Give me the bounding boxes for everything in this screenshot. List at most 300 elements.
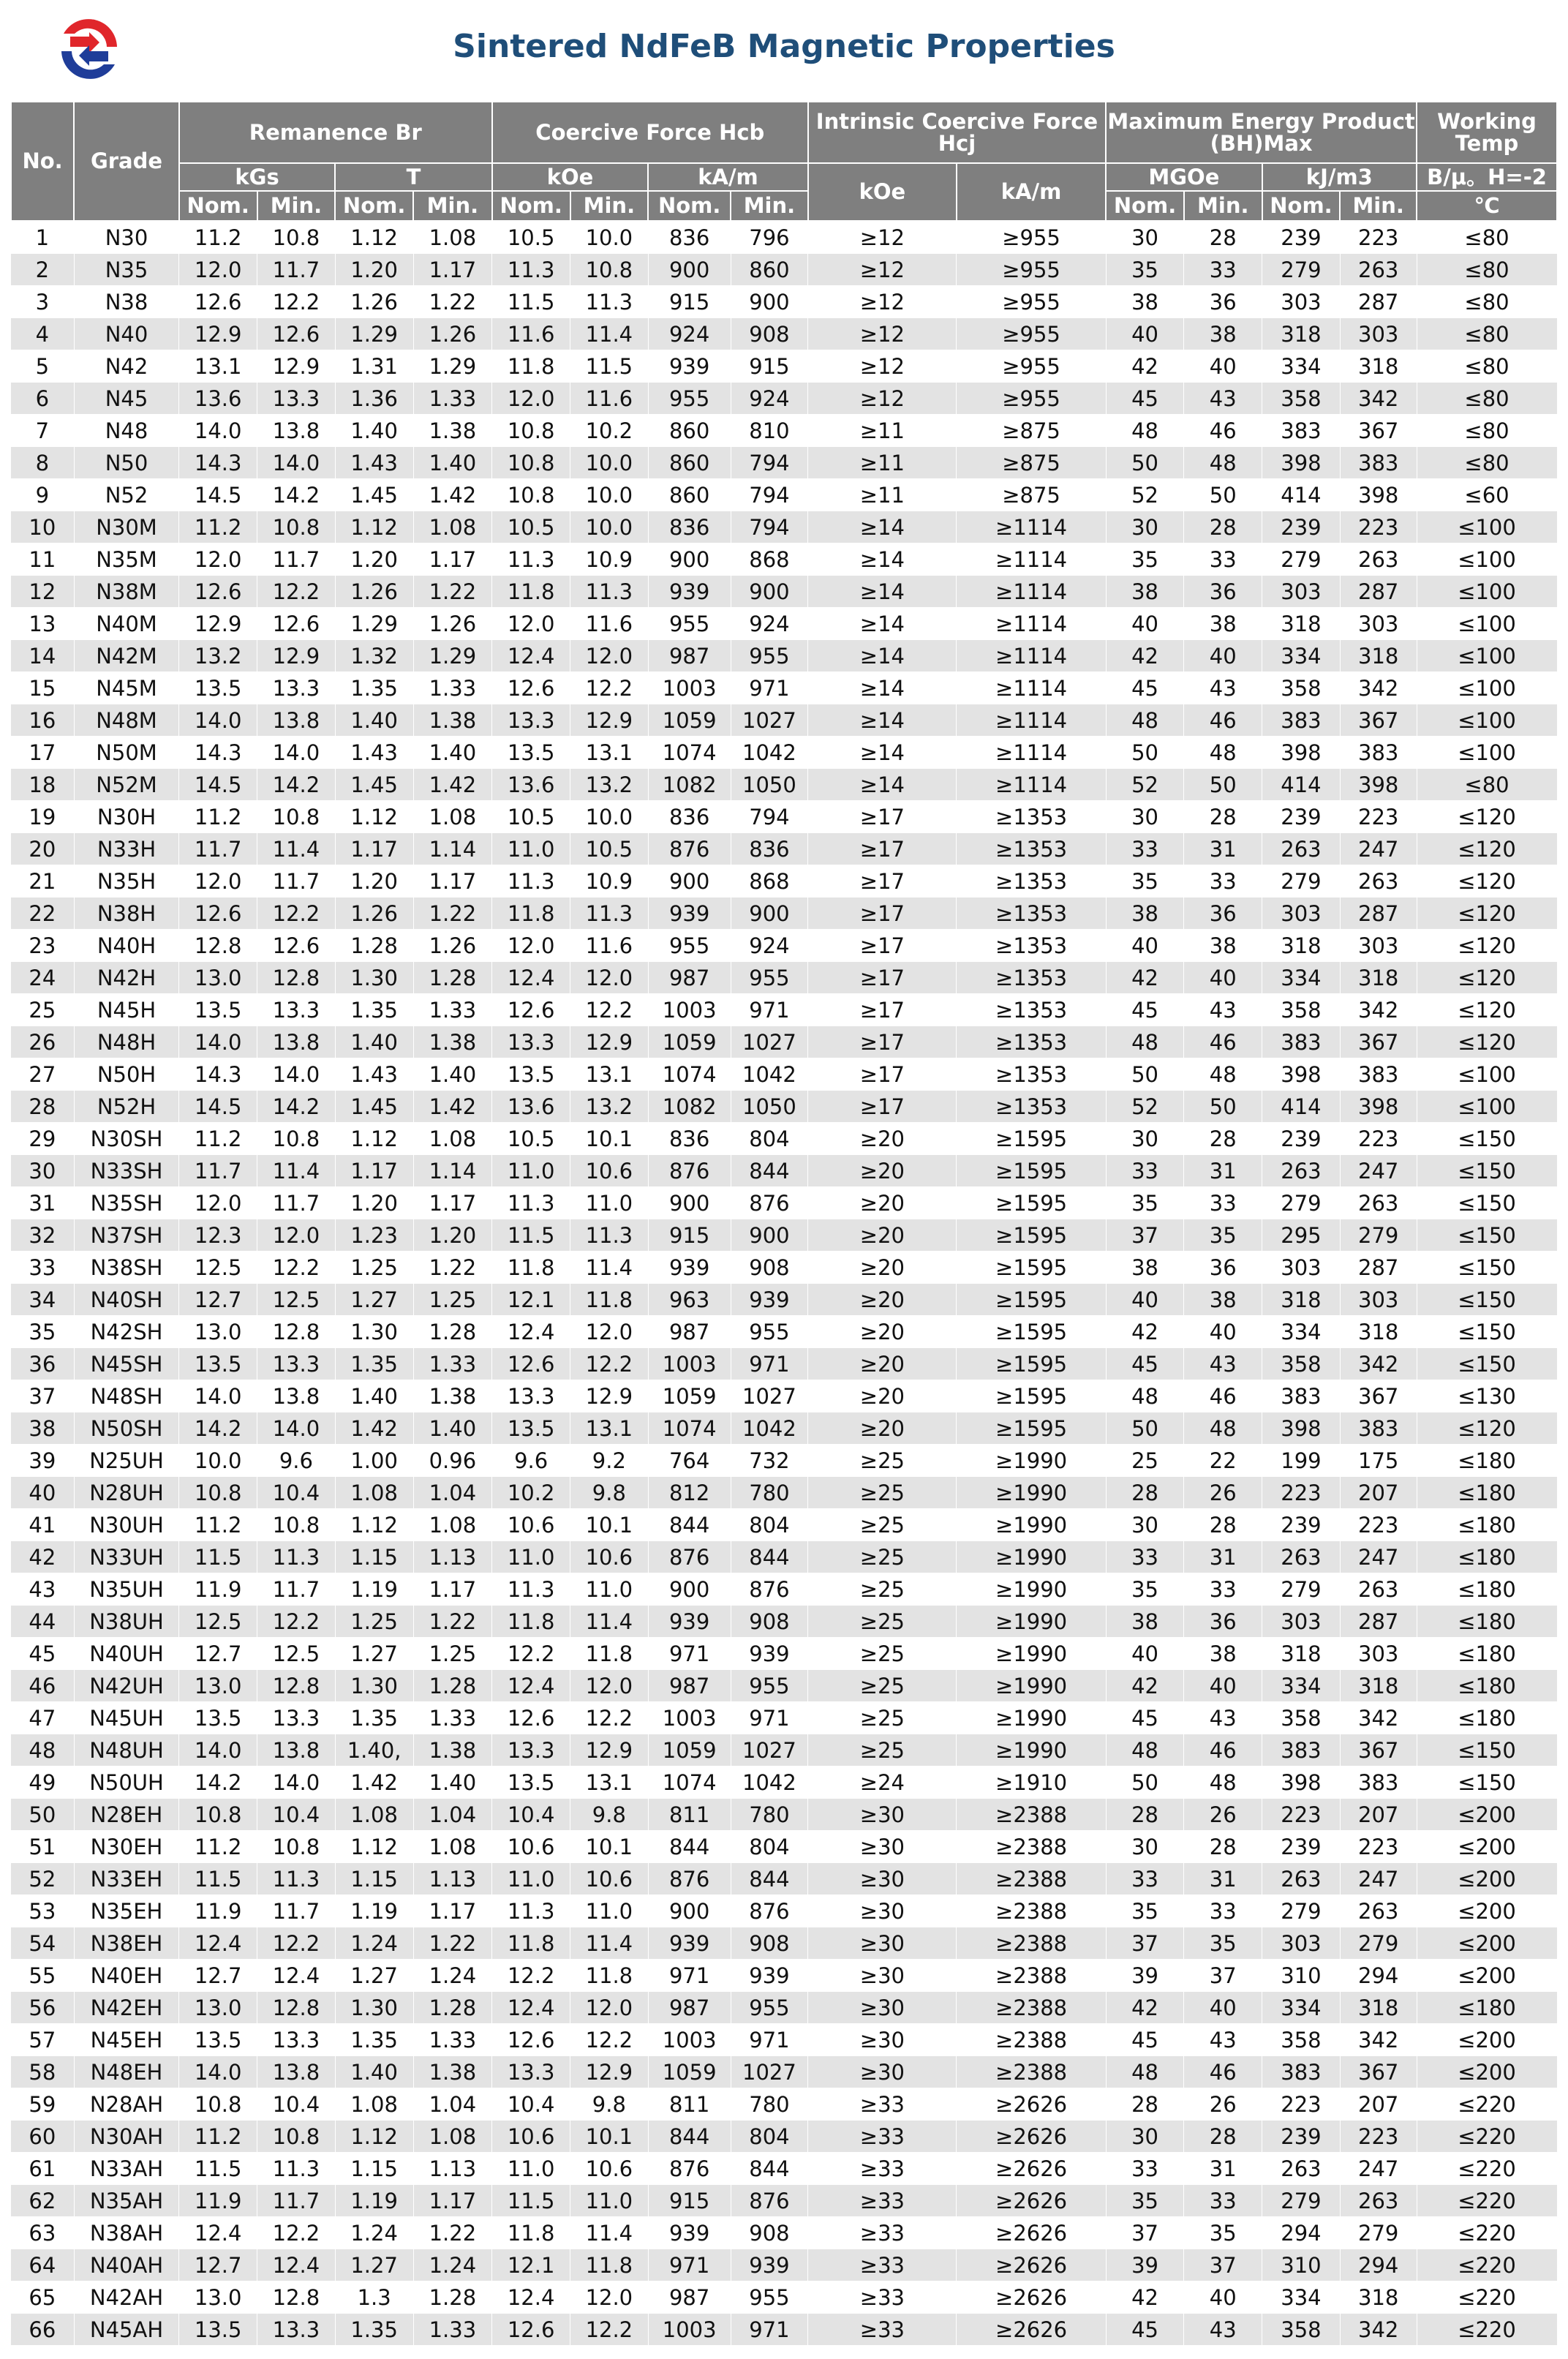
cell-bhmax-kjm3-min: 342 <box>1340 994 1417 1026</box>
cell-hcb-koe-min: 11.8 <box>570 2249 649 2281</box>
cell-bhmax-mgoe-min: 48 <box>1184 447 1262 479</box>
cell-br-t-nom: 1.12 <box>335 801 413 833</box>
cell-no: 18 <box>11 769 74 801</box>
table-row <box>11 672 1557 704</box>
cell-hcj-kam: ≥1114 <box>957 672 1106 704</box>
cell-hcb-koe-min: 12.9 <box>570 1734 649 1767</box>
cell-hcj-kam: ≥2388 <box>957 1799 1106 1831</box>
cell-hcj-kam: ≥1114 <box>957 737 1106 769</box>
cell-hcb-kam-min: 794 <box>731 511 808 543</box>
cell-bhmax-kjm3-min: 263 <box>1340 254 1417 286</box>
cell-bhmax-mgoe-nom: 39 <box>1106 2249 1184 2281</box>
cell-bhmax-mgoe-nom: 52 <box>1106 769 1184 801</box>
cell-hcj-koe: ≥24 <box>808 1767 957 1799</box>
cell-br-kgs-nom: 12.3 <box>179 1219 257 1252</box>
cell-hcb-koe-nom: 12.6 <box>492 1702 570 1734</box>
cell-bhmax-mgoe-nom: 35 <box>1106 1573 1184 1606</box>
cell-br-kgs-min: 12.9 <box>257 640 336 672</box>
cell-hcj-kam: ≥1114 <box>957 511 1106 543</box>
cell-hcj-koe: ≥17 <box>808 865 957 898</box>
cell-no: 50 <box>11 1799 74 1831</box>
cell-grade: N42M <box>74 640 179 672</box>
cell-hcb-koe-nom: 11.8 <box>492 1252 570 1284</box>
cell-br-t-min: 1.42 <box>413 1091 492 1123</box>
table-row <box>11 1380 1557 1412</box>
cell-br-t-nom: 1.29 <box>335 608 413 640</box>
cell-bhmax-mgoe-nom: 48 <box>1106 704 1184 737</box>
cell-bhmax-mgoe-nom: 30 <box>1106 221 1184 254</box>
cell-br-kgs-nom: 11.2 <box>179 1123 257 1155</box>
cell-br-kgs-min: 12.4 <box>257 1960 336 1992</box>
cell-br-kgs-min: 12.8 <box>257 1316 336 1348</box>
cell-grade: N52 <box>74 479 179 511</box>
cell-br-kgs-min: 12.2 <box>257 1927 336 1960</box>
cell-bhmax-mgoe-min: 48 <box>1184 1412 1262 1445</box>
cell-hcb-kam-min: 868 <box>731 865 808 898</box>
cell-working-temp: ≤120 <box>1417 898 1557 930</box>
cell-hcj-kam: ≥1353 <box>957 833 1106 865</box>
cell-bhmax-mgoe-min: 46 <box>1184 1026 1262 1058</box>
cell-bhmax-kjm3-min: 207 <box>1340 2088 1417 2121</box>
cell-br-t-min: 1.14 <box>413 833 492 865</box>
cell-br-t-nom: 1.19 <box>335 2185 413 2217</box>
cell-br-t-min: 1.33 <box>413 1702 492 1734</box>
cell-br-t-min: 1.17 <box>413 1895 492 1927</box>
table-header <box>11 102 1557 221</box>
cell-grade: N50 <box>74 447 179 479</box>
cell-no: 2 <box>11 254 74 286</box>
cell-hcj-kam: ≥2626 <box>957 2121 1106 2153</box>
cell-hcb-koe-nom: 12.4 <box>492 640 570 672</box>
cell-hcb-koe-min: 10.6 <box>570 1155 649 1187</box>
cell-bhmax-mgoe-min: 28 <box>1184 221 1262 254</box>
cell-bhmax-mgoe-nom: 42 <box>1106 640 1184 672</box>
cell-hcj-kam: ≥2388 <box>957 1992 1106 2024</box>
cell-br-t-nom: 1.17 <box>335 1155 413 1187</box>
cell-hcb-kam-nom: 876 <box>648 1155 731 1187</box>
table-row <box>11 2314 1557 2346</box>
cell-hcb-kam-min: 971 <box>731 2314 808 2346</box>
cell-br-kgs-nom: 14.0 <box>179 415 257 447</box>
cell-no: 61 <box>11 2153 74 2185</box>
cell-br-t-min: 1.25 <box>413 1284 492 1316</box>
cell-bhmax-mgoe-nom: 35 <box>1106 865 1184 898</box>
cell-hcb-koe-nom: 12.6 <box>492 994 570 1026</box>
cell-hcb-koe-min: 13.2 <box>570 769 649 801</box>
cell-working-temp: ≤220 <box>1417 2217 1557 2249</box>
cell-hcj-koe: ≥33 <box>808 2185 957 2217</box>
cell-working-temp: ≤200 <box>1417 1831 1557 1863</box>
cell-br-kgs-min: 11.7 <box>257 865 336 898</box>
cell-br-t-min: 1.24 <box>413 2249 492 2281</box>
cell-hcb-koe-min: 13.1 <box>570 1058 649 1091</box>
page-title: Sintered NdFeB Magnetic Properties <box>453 28 1115 65</box>
cell-hcb-kam-min: 1027 <box>731 1026 808 1058</box>
cell-bhmax-kjm3-nom: 334 <box>1262 962 1341 994</box>
cell-br-kgs-nom: 11.2 <box>179 1509 257 1541</box>
cell-bhmax-mgoe-nom: 33 <box>1106 1863 1184 1895</box>
cell-grade: N40SH <box>74 1284 179 1316</box>
cell-hcb-kam-min: 955 <box>731 1316 808 1348</box>
cell-hcb-koe-nom: 12.6 <box>492 2024 570 2056</box>
cell-br-kgs-nom: 13.5 <box>179 1702 257 1734</box>
cell-hcj-koe: ≥12 <box>808 383 957 415</box>
cell-bhmax-mgoe-nom: 33 <box>1106 2153 1184 2185</box>
cell-bhmax-kjm3-min: 367 <box>1340 1380 1417 1412</box>
cell-hcb-kam-min: 908 <box>731 1252 808 1284</box>
cell-working-temp: ≤80 <box>1417 447 1557 479</box>
cell-bhmax-kjm3-min: 367 <box>1340 1026 1417 1058</box>
cell-hcb-koe-min: 13.2 <box>570 1091 649 1123</box>
cell-hcb-kam-nom: 844 <box>648 1509 731 1541</box>
cell-br-t-nom: 1.35 <box>335 2314 413 2346</box>
cell-no: 20 <box>11 833 74 865</box>
cell-no: 13 <box>11 608 74 640</box>
cell-grade: N38AH <box>74 2217 179 2249</box>
cell-hcj-koe: ≥30 <box>808 1927 957 1960</box>
cell-bhmax-mgoe-nom: 50 <box>1106 447 1184 479</box>
cell-bhmax-mgoe-nom: 52 <box>1106 1091 1184 1123</box>
cell-br-kgs-min: 13.8 <box>257 2056 336 2088</box>
table-row <box>11 1541 1557 1573</box>
cell-hcb-kam-nom: 876 <box>648 1541 731 1573</box>
cell-hcj-kam: ≥2626 <box>957 2249 1106 2281</box>
cell-grade: N38EH <box>74 1927 179 1960</box>
cell-working-temp: ≤150 <box>1417 1734 1557 1767</box>
cell-br-kgs-min: 12.6 <box>257 608 336 640</box>
cell-bhmax-kjm3-nom: 199 <box>1262 1445 1341 1477</box>
cell-bhmax-mgoe-min: 35 <box>1184 2217 1262 2249</box>
cell-hcb-koe-nom: 11.0 <box>492 2153 570 2185</box>
cell-br-kgs-nom: 13.5 <box>179 672 257 704</box>
cell-br-t-nom: 1.36 <box>335 383 413 415</box>
cell-br-t-nom: 1.3 <box>335 2281 413 2314</box>
cell-hcb-kam-nom: 955 <box>648 608 731 640</box>
table-row <box>11 286 1557 318</box>
cell-hcj-koe: ≥17 <box>808 1091 957 1123</box>
cell-hcb-kam-nom: 836 <box>648 1123 731 1155</box>
cell-bhmax-kjm3-nom: 303 <box>1262 1606 1341 1638</box>
cell-working-temp: ≤80 <box>1417 286 1557 318</box>
cell-no: 31 <box>11 1187 74 1219</box>
cell-br-kgs-nom: 11.2 <box>179 2121 257 2153</box>
cell-bhmax-mgoe-min: 26 <box>1184 1477 1262 1509</box>
header-no: No. <box>11 102 74 221</box>
table-row <box>11 704 1557 737</box>
cell-no: 38 <box>11 1412 74 1445</box>
cell-br-t-nom: 1.42 <box>335 1412 413 1445</box>
cell-grade: N25UH <box>74 1445 179 1477</box>
header-nom: Nom. <box>1262 191 1341 221</box>
cell-hcj-kam: ≥955 <box>957 383 1106 415</box>
cell-grade: N42 <box>74 350 179 383</box>
cell-hcb-kam-nom: 876 <box>648 1863 731 1895</box>
cell-bhmax-mgoe-min: 50 <box>1184 479 1262 511</box>
cell-no: 49 <box>11 1767 74 1799</box>
table-row <box>11 2249 1557 2281</box>
table-row <box>11 1960 1557 1992</box>
cell-hcb-koe-nom: 13.6 <box>492 1091 570 1123</box>
cell-hcb-koe-nom: 12.2 <box>492 1960 570 1992</box>
cell-grade: N52H <box>74 1091 179 1123</box>
cell-hcb-koe-min: 11.6 <box>570 383 649 415</box>
cell-br-kgs-min: 10.8 <box>257 221 336 254</box>
cell-br-kgs-min: 10.8 <box>257 1831 336 1863</box>
cell-hcb-kam-min: 868 <box>731 543 808 576</box>
cell-hcb-koe-min: 10.9 <box>570 543 649 576</box>
cell-hcb-koe-nom: 10.4 <box>492 1799 570 1831</box>
cell-br-kgs-nom: 13.0 <box>179 1992 257 2024</box>
cell-hcj-kam: ≥2388 <box>957 1831 1106 1863</box>
cell-bhmax-kjm3-min: 223 <box>1340 1123 1417 1155</box>
cell-hcb-koe-min: 12.9 <box>570 1380 649 1412</box>
cell-hcb-kam-nom: 1074 <box>648 1058 731 1091</box>
cell-hcb-kam-min: 1042 <box>731 1767 808 1799</box>
cell-bhmax-kjm3-nom: 414 <box>1262 479 1341 511</box>
cell-hcj-koe: ≥14 <box>808 704 957 737</box>
cell-bhmax-kjm3-min: 294 <box>1340 1960 1417 1992</box>
header-kgs: kGs <box>179 163 335 191</box>
cell-hcb-koe-min: 11.4 <box>570 1252 649 1284</box>
cell-no: 26 <box>11 1026 74 1058</box>
cell-hcb-koe-nom: 11.5 <box>492 286 570 318</box>
cell-hcj-kam: ≥1353 <box>957 801 1106 833</box>
cell-br-kgs-min: 13.8 <box>257 415 336 447</box>
cell-hcb-koe-nom: 10.6 <box>492 1509 570 1541</box>
cell-br-kgs-min: 10.4 <box>257 1799 336 1831</box>
cell-hcb-koe-nom: 11.3 <box>492 1573 570 1606</box>
cell-hcb-kam-nom: 900 <box>648 1895 731 1927</box>
cell-br-kgs-min: 14.2 <box>257 1091 336 1123</box>
cell-br-kgs-nom: 14.2 <box>179 1767 257 1799</box>
cell-bhmax-mgoe-nom: 35 <box>1106 543 1184 576</box>
cell-hcj-koe: ≥14 <box>808 543 957 576</box>
cell-br-t-nom: 1.32 <box>335 640 413 672</box>
cell-br-kgs-nom: 14.5 <box>179 479 257 511</box>
cell-no: 59 <box>11 2088 74 2121</box>
cell-bhmax-mgoe-min: 26 <box>1184 1799 1262 1831</box>
cell-hcb-koe-min: 11.3 <box>570 286 649 318</box>
cell-hcj-koe: ≥25 <box>808 1477 957 1509</box>
table-row <box>11 930 1557 962</box>
cell-br-t-min: 1.28 <box>413 1992 492 2024</box>
cell-hcb-kam-nom: 1074 <box>648 1412 731 1445</box>
cell-hcb-koe-nom: 11.6 <box>492 318 570 350</box>
cell-grade: N42UH <box>74 1670 179 1702</box>
cell-working-temp: ≤120 <box>1417 1026 1557 1058</box>
cell-hcb-koe-min: 12.2 <box>570 2024 649 2056</box>
cell-bhmax-mgoe-nom: 30 <box>1106 801 1184 833</box>
cell-bhmax-kjm3-nom: 318 <box>1262 1638 1341 1670</box>
cell-hcb-kam-nom: 955 <box>648 383 731 415</box>
header-min: Min. <box>1340 191 1417 221</box>
cell-br-kgs-min: 13.3 <box>257 2314 336 2346</box>
cell-br-kgs-nom: 12.6 <box>179 286 257 318</box>
cell-br-t-min: 1.24 <box>413 1960 492 1992</box>
cell-hcj-koe: ≥33 <box>808 2314 957 2346</box>
cell-br-t-nom: 1.12 <box>335 2121 413 2153</box>
cell-br-t-nom: 1.40, <box>335 1734 413 1767</box>
cell-hcj-koe: ≥30 <box>808 1863 957 1895</box>
cell-br-t-nom: 1.26 <box>335 286 413 318</box>
cell-hcj-kam: ≥1595 <box>957 1123 1106 1155</box>
cell-bhmax-kjm3-min: 287 <box>1340 1252 1417 1284</box>
cell-br-kgs-nom: 13.1 <box>179 350 257 383</box>
cell-hcb-kam-nom: 987 <box>648 962 731 994</box>
cell-br-kgs-min: 12.0 <box>257 1219 336 1252</box>
cell-br-kgs-nom: 12.0 <box>179 1187 257 1219</box>
cell-hcb-kam-nom: 1082 <box>648 769 731 801</box>
cell-hcb-kam-nom: 811 <box>648 1799 731 1831</box>
cell-hcj-kam: ≥1353 <box>957 994 1106 1026</box>
cell-bhmax-kjm3-nom: 263 <box>1262 2153 1341 2185</box>
cell-br-t-nom: 1.23 <box>335 1219 413 1252</box>
cell-br-t-min: 1.13 <box>413 1541 492 1573</box>
cell-working-temp: ≤100 <box>1417 576 1557 608</box>
table-row <box>11 1702 1557 1734</box>
cell-br-kgs-min: 12.5 <box>257 1284 336 1316</box>
cell-no: 12 <box>11 576 74 608</box>
cell-hcb-koe-min: 12.9 <box>570 704 649 737</box>
cell-hcb-koe-nom: 12.2 <box>492 1638 570 1670</box>
cell-br-kgs-nom: 13.2 <box>179 640 257 672</box>
cell-bhmax-kjm3-nom: 279 <box>1262 865 1341 898</box>
cell-bhmax-kjm3-min: 398 <box>1340 769 1417 801</box>
cell-working-temp: ≤220 <box>1417 2153 1557 2185</box>
cell-bhmax-kjm3-nom: 239 <box>1262 801 1341 833</box>
cell-hcb-kam-min: 955 <box>731 962 808 994</box>
cell-bhmax-kjm3-nom: 383 <box>1262 1734 1341 1767</box>
cell-br-t-min: 1.17 <box>413 865 492 898</box>
cell-br-t-nom: 1.27 <box>335 1638 413 1670</box>
cell-hcj-kam: ≥1990 <box>957 1445 1106 1477</box>
cell-bhmax-mgoe-min: 46 <box>1184 704 1262 737</box>
cell-hcj-koe: ≥30 <box>808 1895 957 1927</box>
cell-br-kgs-min: 14.0 <box>257 737 336 769</box>
header-nom: Nom. <box>648 191 731 221</box>
table-row <box>11 994 1557 1026</box>
cell-br-kgs-nom: 11.5 <box>179 1863 257 1895</box>
cell-bhmax-kjm3-min: 223 <box>1340 801 1417 833</box>
cell-br-t-min: 1.28 <box>413 1316 492 1348</box>
cell-working-temp: ≤180 <box>1417 1509 1557 1541</box>
cell-grade: N35H <box>74 865 179 898</box>
cell-br-t-min: 1.26 <box>413 608 492 640</box>
cell-bhmax-mgoe-nom: 33 <box>1106 1155 1184 1187</box>
table-row <box>11 640 1557 672</box>
header-nom: Nom. <box>179 191 257 221</box>
cell-hcj-kam: ≥2388 <box>957 2024 1106 2056</box>
cell-hcj-koe: ≥30 <box>808 2024 957 2056</box>
cell-hcb-koe-nom: 12.6 <box>492 672 570 704</box>
cell-hcj-kam: ≥955 <box>957 254 1106 286</box>
cell-bhmax-kjm3-min: 303 <box>1340 608 1417 640</box>
table-row <box>11 1155 1557 1187</box>
cell-hcb-kam-min: 971 <box>731 1702 808 1734</box>
cell-bhmax-mgoe-nom: 42 <box>1106 962 1184 994</box>
header-min: Min. <box>257 191 336 221</box>
cell-br-t-min: 1.22 <box>413 1606 492 1638</box>
cell-grade: N45M <box>74 672 179 704</box>
cell-hcj-koe: ≥33 <box>808 2281 957 2314</box>
cell-hcb-koe-min: 10.1 <box>570 1123 649 1155</box>
cell-hcb-koe-nom: 10.6 <box>492 2121 570 2153</box>
cell-br-t-nom: 1.43 <box>335 1058 413 1091</box>
cell-hcb-koe-min: 13.1 <box>570 737 649 769</box>
cell-bhmax-mgoe-nom: 40 <box>1106 608 1184 640</box>
cell-hcb-kam-min: 939 <box>731 2249 808 2281</box>
cell-hcb-koe-nom: 12.1 <box>492 1284 570 1316</box>
cell-hcb-koe-nom: 12.1 <box>492 2249 570 2281</box>
cell-no: 19 <box>11 801 74 833</box>
cell-working-temp: ≤150 <box>1417 1219 1557 1252</box>
cell-bhmax-kjm3-nom: 334 <box>1262 1316 1341 1348</box>
cell-br-kgs-nom: 14.3 <box>179 447 257 479</box>
table-row <box>11 1123 1557 1155</box>
header-nom: Nom. <box>335 191 413 221</box>
cell-working-temp: ≤100 <box>1417 511 1557 543</box>
cell-br-kgs-min: 13.8 <box>257 1026 336 1058</box>
cell-bhmax-kjm3-min: 223 <box>1340 221 1417 254</box>
cell-no: 7 <box>11 415 74 447</box>
cell-hcb-koe-min: 9.8 <box>570 2088 649 2121</box>
cell-no: 35 <box>11 1316 74 1348</box>
cell-hcb-koe-nom: 13.3 <box>492 1380 570 1412</box>
cell-br-kgs-min: 13.3 <box>257 994 336 1026</box>
cell-hcb-koe-nom: 10.5 <box>492 801 570 833</box>
cell-br-kgs-nom: 11.7 <box>179 1155 257 1187</box>
cell-working-temp: ≤220 <box>1417 2185 1557 2217</box>
cell-bhmax-mgoe-min: 50 <box>1184 1091 1262 1123</box>
cell-bhmax-mgoe-min: 28 <box>1184 1831 1262 1863</box>
cell-hcj-kam: ≥875 <box>957 415 1106 447</box>
cell-bhmax-kjm3-min: 367 <box>1340 415 1417 447</box>
cell-hcb-kam-nom: 836 <box>648 511 731 543</box>
cell-bhmax-kjm3-nom: 303 <box>1262 576 1341 608</box>
header-celsius: ℃ <box>1417 191 1557 221</box>
cell-hcb-koe-nom: 13.5 <box>492 1058 570 1091</box>
cell-grade: N40 <box>74 318 179 350</box>
cell-bhmax-mgoe-nom: 37 <box>1106 1219 1184 1252</box>
cell-bhmax-mgoe-min: 43 <box>1184 1702 1262 1734</box>
page-header <box>0 0 1568 101</box>
cell-hcb-koe-nom: 10.8 <box>492 479 570 511</box>
cell-hcb-koe-nom: 12.0 <box>492 383 570 415</box>
cell-br-t-min: 1.28 <box>413 962 492 994</box>
table-row <box>11 415 1557 447</box>
cell-bhmax-kjm3-min: 342 <box>1340 2314 1417 2346</box>
cell-working-temp: ≤150 <box>1417 1284 1557 1316</box>
cell-bhmax-kjm3-nom: 263 <box>1262 1155 1341 1187</box>
cell-br-t-nom: 1.45 <box>335 479 413 511</box>
cell-br-kgs-nom: 10.8 <box>179 1477 257 1509</box>
cell-hcb-koe-nom: 11.0 <box>492 1541 570 1573</box>
cell-working-temp: ≤100 <box>1417 640 1557 672</box>
table-row <box>11 1058 1557 1091</box>
cell-working-temp: ≤180 <box>1417 1670 1557 1702</box>
cell-hcb-kam-min: 924 <box>731 383 808 415</box>
cell-hcb-kam-min: 876 <box>731 1573 808 1606</box>
cell-hcj-kam: ≥1114 <box>957 769 1106 801</box>
cell-hcb-kam-nom: 900 <box>648 1187 731 1219</box>
header-remanence: Remanence Br <box>179 102 492 163</box>
table-row <box>11 1863 1557 1895</box>
cell-bhmax-mgoe-nom: 48 <box>1106 1380 1184 1412</box>
table-body <box>11 221 1557 2346</box>
cell-hcb-koe-nom: 13.3 <box>492 1026 570 1058</box>
cell-bhmax-kjm3-min: 247 <box>1340 2153 1417 2185</box>
cell-hcj-koe: ≥20 <box>808 1187 957 1219</box>
